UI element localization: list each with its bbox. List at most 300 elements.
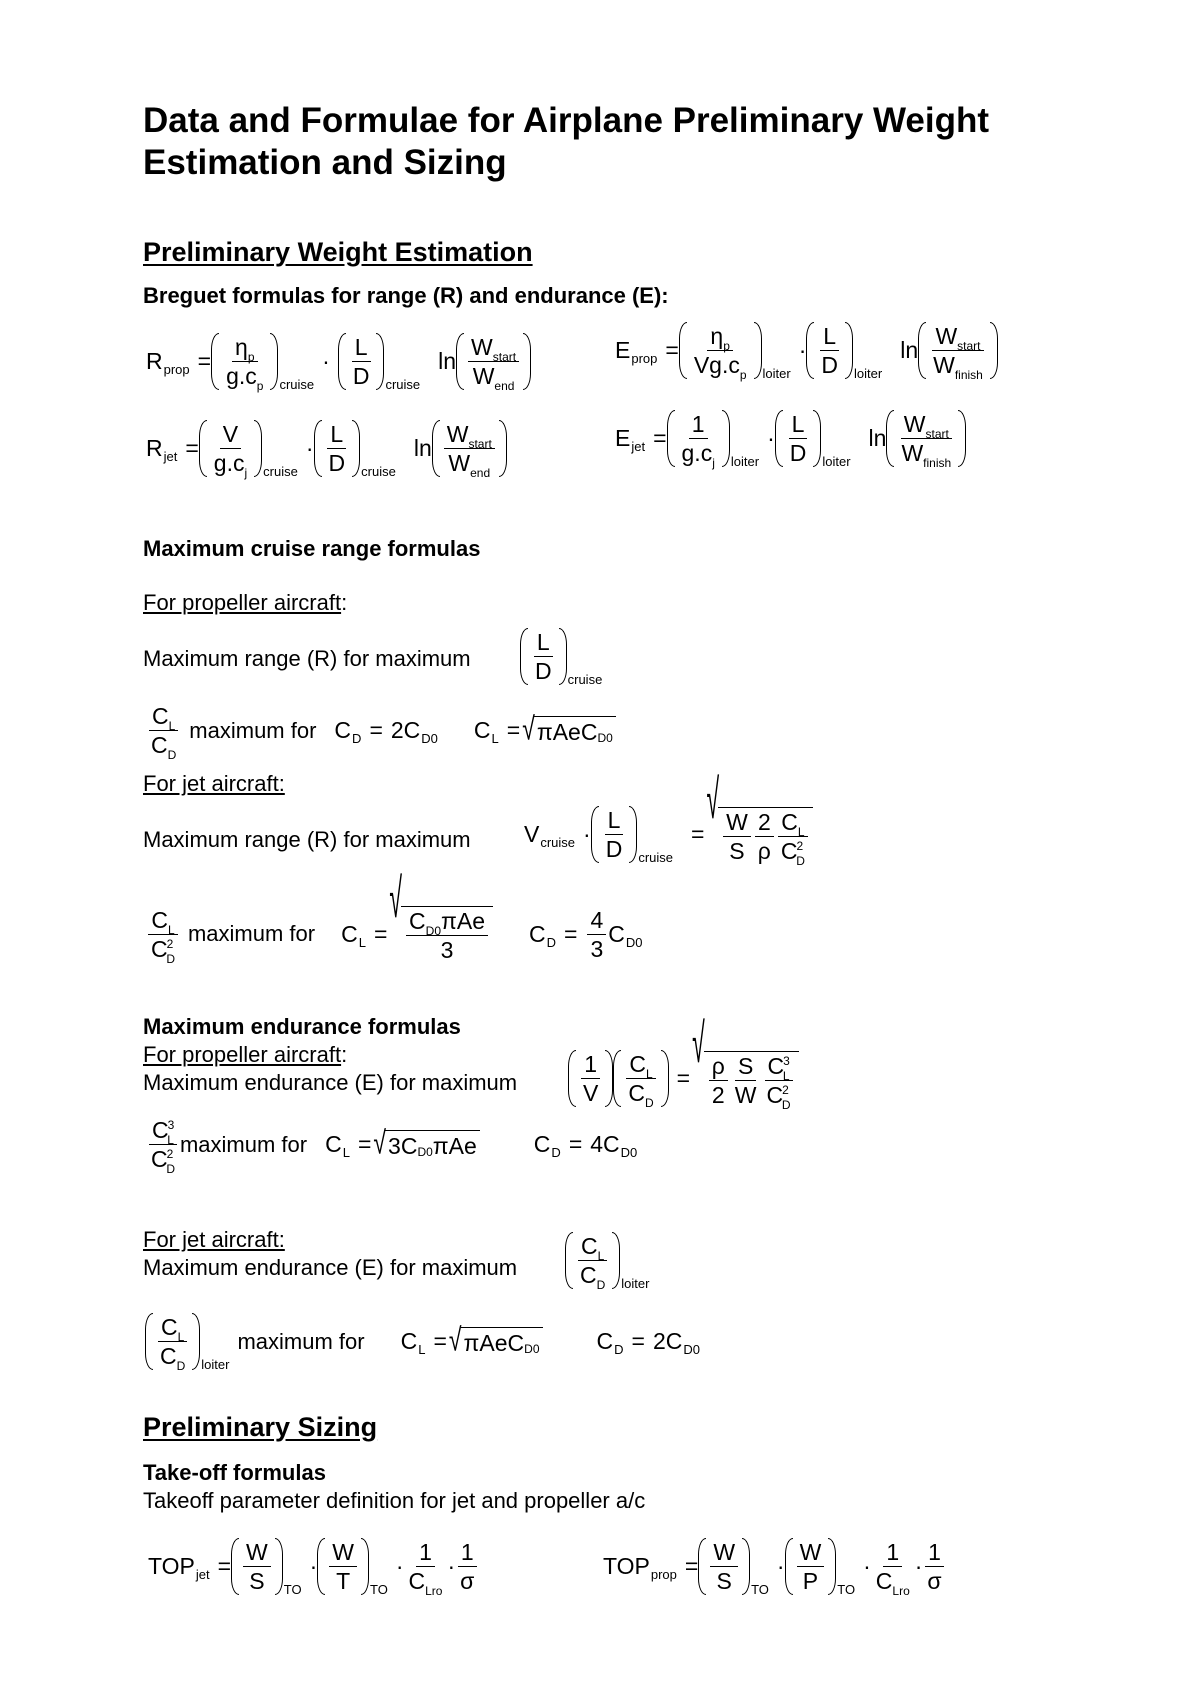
subscript: D bbox=[614, 1342, 624, 1358]
subscript: L bbox=[782, 1068, 790, 1083]
subscript: jet bbox=[195, 1567, 210, 1583]
math-term: · bbox=[863, 1553, 871, 1580]
math-term bbox=[145, 1313, 153, 1370]
title-line-1: Data and Formulae for Airplane Preliminary Weight bbox=[143, 101, 990, 140]
math-term bbox=[199, 420, 207, 477]
math-term: ρ bbox=[709, 1054, 728, 1081]
math-term bbox=[148, 935, 178, 966]
parenthesized-group bbox=[145, 1313, 230, 1374]
math-term bbox=[149, 704, 178, 731]
takeoff-heading: Take-off formulas bbox=[143, 1460, 326, 1485]
math-term bbox=[577, 1261, 608, 1293]
fraction bbox=[709, 1054, 728, 1107]
math-term bbox=[928, 322, 988, 383]
math-term: W bbox=[933, 352, 955, 379]
math-term: = bbox=[217, 1553, 232, 1580]
fraction bbox=[243, 1540, 271, 1593]
parenthesized-group bbox=[775, 410, 851, 470]
subscript: loiter bbox=[621, 1276, 650, 1292]
fraction bbox=[211, 421, 250, 481]
subscript: L bbox=[167, 1133, 174, 1147]
subscript: cruise bbox=[361, 464, 396, 480]
fraction bbox=[577, 1233, 608, 1293]
math-term: · bbox=[395, 1553, 404, 1580]
math-term: V bbox=[524, 821, 540, 848]
math-term bbox=[565, 1232, 573, 1289]
max-endurance-prop-text: Maximum endurance (E) for maximum bbox=[143, 1070, 518, 1095]
subscript: L bbox=[358, 934, 366, 950]
parenthesized-group bbox=[432, 420, 507, 481]
math-term bbox=[470, 362, 518, 394]
math-term: 2C bbox=[652, 1328, 683, 1355]
math-term bbox=[765, 1054, 793, 1081]
fraction bbox=[580, 1052, 601, 1105]
formula-cl-cd-loiter-max bbox=[145, 1313, 700, 1374]
formula-e-prop bbox=[615, 322, 998, 383]
math-term: D bbox=[328, 450, 346, 477]
math-term bbox=[466, 333, 521, 394]
superscript: 3 bbox=[783, 1053, 790, 1068]
subscript: loiter bbox=[762, 366, 791, 382]
math-term: ln bbox=[438, 348, 457, 375]
math-term bbox=[764, 1081, 794, 1112]
subscript: D bbox=[551, 1145, 561, 1161]
math-term bbox=[898, 439, 954, 471]
math-term: σ bbox=[927, 1568, 942, 1595]
math-term: maximum for bbox=[179, 1131, 308, 1157]
math-term bbox=[816, 322, 843, 379]
math-term: g.c bbox=[681, 440, 713, 467]
math-term bbox=[499, 420, 507, 477]
subscript: Lro bbox=[425, 1584, 443, 1599]
subscript: L bbox=[342, 1145, 350, 1161]
parenthesized-group bbox=[211, 333, 315, 394]
math-term: ln bbox=[868, 425, 887, 452]
math-term: D bbox=[789, 440, 807, 467]
subscript: cruise bbox=[540, 835, 576, 851]
math-term: 2C bbox=[390, 717, 421, 744]
math-term bbox=[785, 1538, 793, 1595]
math-term: R bbox=[146, 348, 163, 375]
math-term: · bbox=[798, 337, 807, 364]
math-term: 1 bbox=[883, 1540, 902, 1567]
formula-top-jet bbox=[148, 1538, 479, 1599]
math-term bbox=[845, 322, 853, 379]
math-term: = bbox=[564, 920, 578, 947]
fraction bbox=[764, 1052, 794, 1112]
math-term: E bbox=[615, 337, 631, 364]
math-term bbox=[376, 333, 384, 390]
subscript: start bbox=[957, 339, 981, 353]
math-term: √ bbox=[522, 709, 535, 747]
math-term bbox=[568, 1050, 576, 1107]
math-term bbox=[679, 439, 718, 471]
math-term: 2 bbox=[711, 1081, 725, 1108]
math-term bbox=[930, 351, 986, 383]
subscript: L bbox=[168, 719, 176, 733]
math-term bbox=[148, 1145, 178, 1177]
subscript: cruise bbox=[567, 672, 603, 688]
math-term bbox=[625, 1079, 656, 1111]
math-term: C bbox=[151, 1117, 169, 1143]
section-heading-sizing: Preliminary Sizing bbox=[143, 1412, 378, 1442]
math-term: √ bbox=[373, 1123, 387, 1161]
math-term: C bbox=[580, 1262, 597, 1289]
fraction bbox=[457, 1540, 477, 1593]
math-term: = bbox=[373, 920, 388, 947]
parenthesized-group bbox=[613, 1050, 668, 1111]
superscript: 2 bbox=[166, 936, 174, 951]
fraction bbox=[532, 630, 555, 683]
math-term bbox=[691, 351, 750, 383]
math-term: = bbox=[506, 717, 521, 744]
math-term bbox=[601, 806, 628, 863]
math-term: = bbox=[357, 1131, 372, 1158]
math-term bbox=[575, 1232, 610, 1293]
math-term bbox=[445, 449, 493, 481]
math-term bbox=[958, 410, 966, 467]
math-term: S bbox=[729, 837, 745, 864]
math-term bbox=[520, 628, 528, 685]
math-term bbox=[578, 1050, 603, 1107]
math-term bbox=[157, 1342, 188, 1374]
subscript: D0 bbox=[620, 1145, 638, 1161]
parenthesized-group bbox=[591, 806, 674, 866]
math-term bbox=[405, 1567, 445, 1599]
math-term: C bbox=[780, 837, 798, 864]
fraction bbox=[755, 810, 774, 863]
subscript: TO bbox=[283, 1582, 302, 1598]
math-term: 4 bbox=[587, 908, 606, 935]
subscript: L bbox=[491, 731, 499, 747]
math-term: · bbox=[309, 1553, 318, 1580]
math-term bbox=[806, 322, 814, 379]
parenthesized-group bbox=[918, 322, 998, 383]
formula-cl-cd2-jet bbox=[146, 866, 643, 966]
math-term bbox=[718, 807, 813, 868]
math-term bbox=[352, 420, 360, 477]
subscript: finish bbox=[923, 456, 952, 471]
fraction bbox=[468, 334, 519, 394]
math-term: πAeC bbox=[536, 718, 598, 745]
math-term: L bbox=[352, 335, 371, 362]
subscript: D bbox=[546, 934, 557, 950]
text-span: : bbox=[341, 1042, 348, 1067]
math-term: R bbox=[146, 435, 163, 462]
math-term bbox=[406, 909, 488, 936]
math-term: W bbox=[446, 421, 469, 447]
formula-v-ld-cruise bbox=[524, 767, 813, 868]
math-term bbox=[324, 420, 351, 477]
subscript: prop bbox=[650, 1567, 677, 1583]
subscript: loiter bbox=[730, 454, 760, 470]
section-heading-weight-estimation: Preliminary Weight Estimation bbox=[143, 237, 533, 267]
subscript: j bbox=[244, 466, 248, 481]
fraction bbox=[406, 909, 488, 962]
math-term bbox=[704, 1051, 799, 1112]
fraction bbox=[603, 808, 626, 861]
math-term: πAe bbox=[441, 908, 486, 934]
formula-top-prop bbox=[603, 1538, 947, 1599]
math-term: = bbox=[197, 348, 212, 375]
math-term bbox=[148, 731, 179, 763]
math-term bbox=[385, 1130, 480, 1160]
math-term bbox=[742, 1538, 750, 1595]
fraction bbox=[148, 703, 179, 763]
math-term bbox=[155, 1313, 190, 1374]
math-term bbox=[722, 410, 730, 467]
subscript: L bbox=[418, 1342, 426, 1358]
math-term: W bbox=[243, 1540, 271, 1567]
subscript: start bbox=[492, 350, 517, 364]
subscript: D bbox=[166, 951, 175, 966]
math-term bbox=[707, 324, 732, 351]
math-term: S bbox=[249, 1568, 265, 1595]
superscript: 2 bbox=[796, 838, 804, 853]
math-term: = bbox=[691, 821, 705, 848]
max-range-heading: Maximum cruise range formulas bbox=[143, 536, 481, 561]
subscript: j bbox=[712, 456, 715, 471]
document-title bbox=[143, 100, 989, 184]
math-term: C bbox=[596, 1328, 614, 1355]
subscript: D0 bbox=[597, 731, 613, 746]
subscript: loiter bbox=[822, 454, 851, 470]
math-term bbox=[401, 906, 493, 962]
subscript: finish bbox=[954, 368, 983, 383]
math-term bbox=[442, 420, 497, 481]
math-term: W bbox=[329, 1540, 357, 1567]
math-term bbox=[361, 1538, 369, 1595]
subscript: D0 bbox=[683, 1342, 700, 1358]
math-term bbox=[338, 333, 346, 390]
math-term: C bbox=[151, 1146, 168, 1173]
subscript: TO bbox=[751, 1582, 769, 1598]
parenthesized-group bbox=[568, 1050, 613, 1107]
subscript: loiter bbox=[854, 366, 883, 382]
math-term: C bbox=[767, 1052, 785, 1079]
text-span: For propeller aircraft bbox=[143, 1042, 342, 1067]
math-term: C bbox=[160, 1343, 177, 1370]
subscript: L bbox=[177, 1330, 185, 1344]
subscript: p bbox=[256, 379, 264, 394]
math-term bbox=[254, 420, 262, 477]
parenthesized-group bbox=[199, 420, 298, 481]
subscript: start bbox=[468, 437, 492, 451]
math-term: · bbox=[447, 1553, 456, 1580]
math-term bbox=[221, 333, 268, 394]
math-term: C bbox=[400, 1328, 418, 1355]
math-term bbox=[317, 1538, 325, 1595]
math-term bbox=[456, 333, 464, 390]
math-term bbox=[689, 322, 752, 383]
math-term bbox=[990, 322, 998, 379]
math-term: W bbox=[901, 440, 924, 467]
fraction bbox=[326, 422, 349, 475]
subscript: L bbox=[797, 824, 805, 839]
math-term: maximum for bbox=[237, 1328, 365, 1354]
parenthesized-group bbox=[317, 1538, 388, 1598]
math-term: W bbox=[472, 363, 495, 390]
math-term: ln bbox=[900, 337, 919, 364]
parenthesized-group bbox=[679, 322, 791, 383]
math-term bbox=[886, 410, 894, 467]
math-term bbox=[661, 1050, 669, 1107]
fraction bbox=[157, 1314, 188, 1374]
formula-r-jet bbox=[146, 420, 507, 481]
math-term: L bbox=[789, 412, 808, 439]
subscript: Lro bbox=[892, 1584, 910, 1599]
math-term: W bbox=[448, 450, 471, 477]
math-term: C bbox=[781, 808, 798, 835]
math-term: D bbox=[821, 352, 839, 379]
takeoff-description: Takeoff parameter definition for jet and propeller a/c bbox=[143, 1488, 646, 1513]
parenthesized-group bbox=[520, 628, 603, 688]
math-term: C bbox=[766, 1081, 784, 1108]
math-term: D bbox=[535, 658, 552, 685]
max-range-prop-text: Maximum range (R) for maximum bbox=[143, 646, 471, 671]
math-term: V bbox=[220, 422, 241, 449]
math-term: · bbox=[322, 348, 330, 375]
math-term: = bbox=[676, 1065, 691, 1092]
math-term bbox=[578, 1234, 607, 1261]
fraction bbox=[778, 808, 808, 868]
math-term bbox=[785, 410, 812, 467]
fraction bbox=[223, 334, 266, 394]
math-term: · bbox=[776, 1553, 785, 1580]
text-span: : bbox=[341, 590, 348, 615]
max-endurance-heading: Maximum endurance formulas bbox=[143, 1014, 461, 1039]
math-term bbox=[223, 362, 266, 394]
subscript: cruise bbox=[263, 464, 298, 480]
subscript: p bbox=[723, 339, 730, 353]
math-term: C bbox=[151, 906, 168, 933]
math-term: πAe bbox=[432, 1132, 477, 1159]
math-term: = bbox=[653, 425, 667, 452]
subscript: L bbox=[167, 922, 175, 937]
math-term: √ bbox=[706, 767, 720, 830]
fraction bbox=[732, 1054, 760, 1107]
math-term bbox=[523, 333, 531, 390]
math-term bbox=[679, 322, 687, 379]
subscript: L bbox=[597, 1249, 605, 1263]
math-term bbox=[211, 333, 219, 390]
superscript: 2 bbox=[166, 1147, 174, 1162]
math-term bbox=[348, 333, 375, 390]
math-term bbox=[932, 324, 983, 351]
math-term: πAeC bbox=[463, 1329, 525, 1356]
math-term bbox=[698, 1538, 706, 1595]
math-term: 4C bbox=[590, 1131, 620, 1158]
subscript: D0 bbox=[524, 1342, 540, 1357]
math-term bbox=[209, 420, 252, 481]
math-term bbox=[778, 837, 808, 868]
subscript: D0 bbox=[425, 924, 441, 938]
math-term bbox=[461, 1327, 543, 1357]
math-term bbox=[623, 1050, 658, 1111]
subscript: D bbox=[596, 1278, 606, 1293]
math-term: 1 bbox=[925, 1540, 944, 1567]
math-term bbox=[896, 410, 956, 471]
math-term: S bbox=[735, 1054, 756, 1081]
math-term: 2 bbox=[755, 810, 774, 837]
math-term: √ bbox=[692, 1011, 705, 1074]
parenthesized-group bbox=[314, 420, 396, 480]
subscript: D bbox=[166, 1162, 175, 1177]
math-term bbox=[901, 412, 952, 439]
math-term bbox=[444, 422, 495, 449]
subscript: start bbox=[925, 427, 949, 441]
subscript: jet bbox=[631, 439, 646, 455]
math-term: · bbox=[914, 1553, 923, 1580]
for-propeller-label-1 bbox=[143, 590, 347, 616]
math-term: L bbox=[534, 630, 553, 657]
fraction bbox=[587, 908, 606, 961]
math-term: maximum for bbox=[187, 921, 316, 947]
math-term bbox=[559, 628, 567, 685]
fraction bbox=[930, 323, 986, 383]
subscript: D bbox=[781, 1097, 791, 1112]
math-term bbox=[530, 628, 557, 685]
fraction bbox=[873, 1539, 913, 1599]
text-span: For propeller aircraft bbox=[143, 590, 342, 615]
fraction bbox=[787, 412, 810, 465]
parenthesized-group bbox=[785, 1538, 856, 1598]
math-term: W bbox=[797, 1540, 825, 1567]
parenthesized-group bbox=[565, 1232, 650, 1293]
math-term bbox=[828, 1538, 836, 1595]
fraction bbox=[818, 324, 841, 377]
math-term bbox=[149, 1118, 177, 1145]
math-term bbox=[468, 335, 519, 362]
formula-e-jet bbox=[615, 410, 966, 471]
math-term bbox=[629, 806, 637, 863]
math-term: = bbox=[433, 1328, 447, 1355]
subscript: D bbox=[176, 1359, 186, 1374]
fraction bbox=[405, 1539, 445, 1599]
math-term bbox=[231, 1538, 239, 1595]
math-term: 1 bbox=[416, 1540, 435, 1567]
math-term: T bbox=[336, 1568, 351, 1595]
math-term: C bbox=[473, 717, 491, 744]
formula-cl3-cd2-prop bbox=[146, 1117, 638, 1177]
math-term bbox=[314, 420, 322, 477]
for-propeller-label-2 bbox=[143, 1042, 347, 1068]
fraction bbox=[350, 335, 373, 388]
math-term bbox=[626, 1052, 655, 1079]
math-term bbox=[241, 1538, 273, 1595]
math-term: = bbox=[631, 1328, 645, 1355]
math-term: ln bbox=[413, 435, 432, 462]
subscript: prop bbox=[631, 351, 658, 367]
parenthesized-group bbox=[338, 333, 421, 393]
parenthesized-group bbox=[231, 1538, 302, 1598]
fraction bbox=[329, 1540, 357, 1593]
subscript: end bbox=[470, 466, 491, 481]
square-root bbox=[706, 767, 812, 868]
math-term bbox=[605, 1050, 613, 1107]
math-term bbox=[211, 449, 250, 481]
superscript: 3 bbox=[167, 1118, 175, 1132]
square-root bbox=[692, 1011, 798, 1112]
math-term: C bbox=[341, 920, 358, 947]
math-term: L bbox=[605, 808, 624, 835]
subscript: p bbox=[739, 368, 747, 383]
parenthesized-group bbox=[456, 333, 531, 394]
math-term: L bbox=[327, 422, 346, 449]
max-endurance-jet-text: Maximum endurance (E) for maximum bbox=[143, 1255, 518, 1280]
fraction bbox=[723, 810, 751, 863]
math-term: η bbox=[710, 323, 724, 349]
